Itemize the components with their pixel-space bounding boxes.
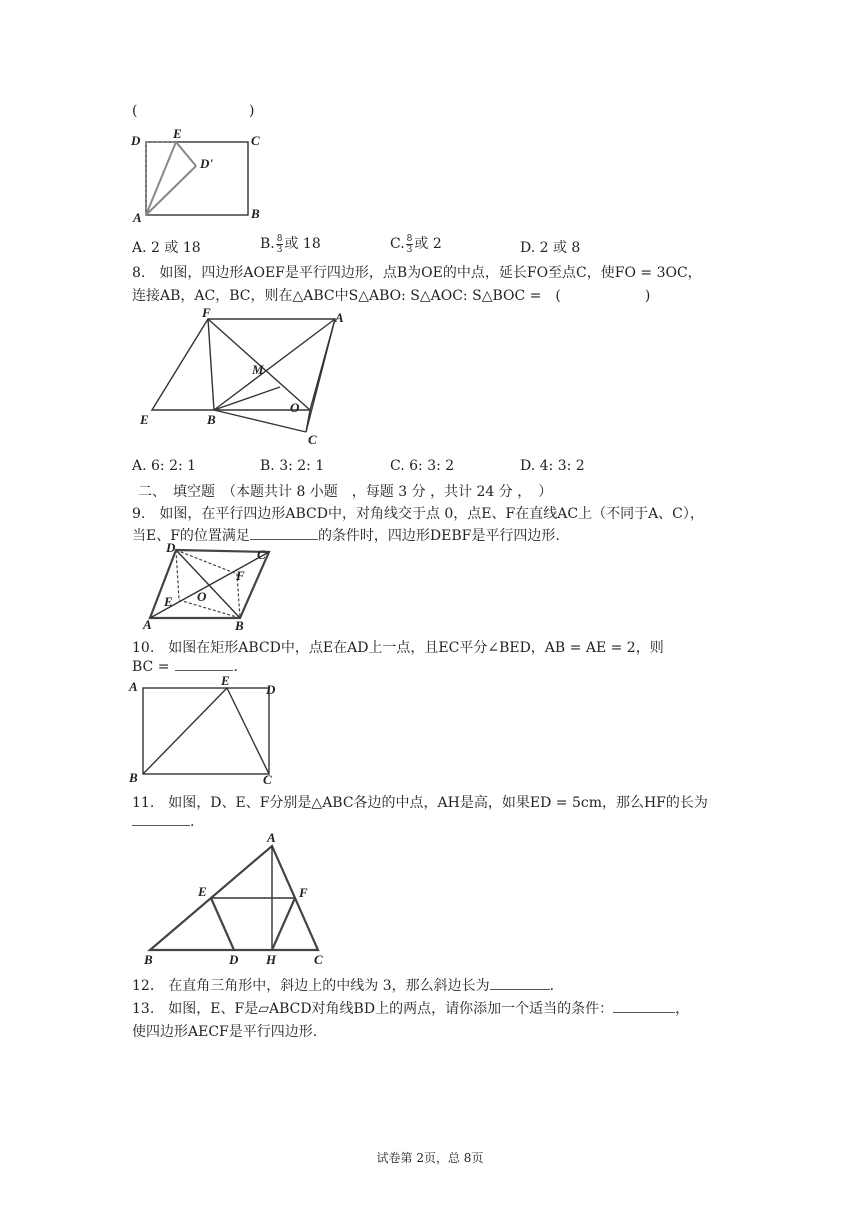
q7-line-ad — [146, 166, 196, 215]
q7-option-b: B. $\frac{8}{3}$ 或 18 — [260, 233, 321, 255]
q7-label-e: E — [173, 128, 182, 141]
q8-line-ac — [306, 319, 335, 432]
q13-text-line1: 13. 如图，E、F是▱ABCD对角线BD上的两点，请你添加一个适当的条件： ， — [132, 1001, 690, 1017]
q8-option-b: B. 3: 2: 1 — [260, 458, 325, 474]
q9-label-d: D — [166, 540, 176, 555]
q10-label-a: A — [129, 679, 138, 694]
q8-label-f: F — [202, 305, 211, 320]
q10-label-b: B — [129, 770, 138, 785]
q7-paren-open: ( — [132, 103, 138, 119]
q12-answer-blank — [490, 989, 550, 990]
q8-text-line1: 8. 如图，四边形AOEF是平行四边形，点B为OE的中点，延长FO至点C，使FO = 3OC， — [132, 265, 702, 281]
q11-label-h: H — [266, 952, 277, 967]
q7-label-d: D — [131, 133, 141, 148]
q9-label-a: A — [143, 617, 152, 632]
q11-text-line2: . — [132, 814, 194, 830]
q8-label-e: E — [140, 412, 149, 427]
q8-option-a: A. 6: 2: 1 — [132, 458, 197, 474]
q9-label-b: B — [235, 618, 244, 632]
q10-text-line2: BC = . — [132, 659, 238, 675]
q11-figure — [140, 826, 340, 972]
q7-paren-close: ) — [249, 103, 255, 119]
q10-label-e: E — [221, 674, 230, 688]
q10-answer-blank — [175, 670, 233, 671]
q8-option-c: C. 6: 3: 2 — [390, 458, 455, 474]
q8-line-ab — [214, 319, 335, 410]
q9-text-line1: 9. 如图，在平行四边形ABCD中，对角线交于点 0，点E、F在直线AC上（不同于A、C）， — [132, 506, 704, 522]
page-footer: 试卷第 2页，总 8页 — [376, 1151, 484, 1165]
q8-parallelogram — [152, 319, 335, 410]
q11-label-a: A — [267, 830, 276, 845]
q8-text-line2: 连接AB，AC，BC，则在△ABC中S△ABO: S△AOC: S△BOC = ( ) — [132, 288, 651, 304]
q11-text-line1: 11. 如图，D、E、F分别是△ABC各边的中点，AH是高，如果ED = 5cm，那么HF的长为 — [132, 795, 708, 811]
q10-text-line1: 10. 如图在矩形ABCD中，点E在AD上一点，且EC平分∠BED，AB = AE = 2，则 — [132, 640, 664, 656]
q9-label-o: O — [197, 589, 207, 604]
q12-text: 12. 在直角三角形中，斜边上的中线为 3，那么斜边长为 . — [132, 978, 555, 994]
q11-label-f: F — [299, 885, 308, 900]
section-title-fill-blank: 二、 填空题 （本题共计 8 小题 ，每题 3 分 ，共计 24 分 ， ） — [138, 484, 553, 500]
q10-label-d: D — [266, 682, 276, 697]
q8-label-o: O — [290, 400, 300, 415]
q8-label-m: M — [252, 362, 264, 377]
q10-rectangle — [143, 688, 269, 774]
q7-figure — [128, 128, 268, 228]
q7-label-c: C — [251, 133, 260, 148]
q9-text-line2: 当E、F的位置满足 的条件时，四边形DEBF是平行四边形. — [132, 528, 560, 544]
q7-label-b: B — [251, 206, 260, 221]
q8-label-a: A — [335, 310, 344, 325]
q7-label-dprime: D' — [200, 156, 213, 171]
q8-figure — [130, 305, 360, 450]
q11-label-c: C — [314, 952, 323, 967]
q13-answer-blank — [613, 1012, 675, 1013]
q8-option-d: D. 4: 3: 2 — [520, 458, 585, 474]
q11-line-ed — [211, 898, 234, 950]
q9-label-f: F — [236, 568, 245, 583]
q8-line-fb — [208, 319, 214, 410]
q7-option-c: C. $\frac{8}{3}$ 或 2 — [390, 233, 442, 255]
q11-label-e: E — [198, 884, 207, 899]
q7-option-d: D. 2 或 8 — [520, 240, 581, 256]
q8-line-bm — [214, 387, 280, 410]
q7-line-ed — [176, 142, 196, 166]
q9-label-e: E — [164, 594, 173, 609]
q9-diagonal-db — [176, 550, 240, 618]
q10-line-be — [143, 688, 227, 774]
q10-line-ec — [227, 688, 269, 774]
q11-label-b: B — [144, 952, 153, 967]
q10-label-c: C — [263, 772, 272, 786]
q9-label-c: C — [257, 547, 266, 562]
q10-figure — [125, 674, 285, 786]
q9-figure — [140, 540, 280, 632]
q11-label-d: D — [229, 952, 239, 967]
q13-text-line2: 使四边形AECF是平行四边形. — [132, 1024, 318, 1040]
q8-label-c: C — [308, 432, 317, 447]
q7-line-ae — [146, 142, 176, 215]
q7-label-a: A — [133, 210, 142, 225]
q8-label-b: B — [207, 412, 216, 427]
q7-option-a: A. 2 或 18 — [132, 240, 201, 256]
q11-line-fh — [272, 898, 295, 950]
